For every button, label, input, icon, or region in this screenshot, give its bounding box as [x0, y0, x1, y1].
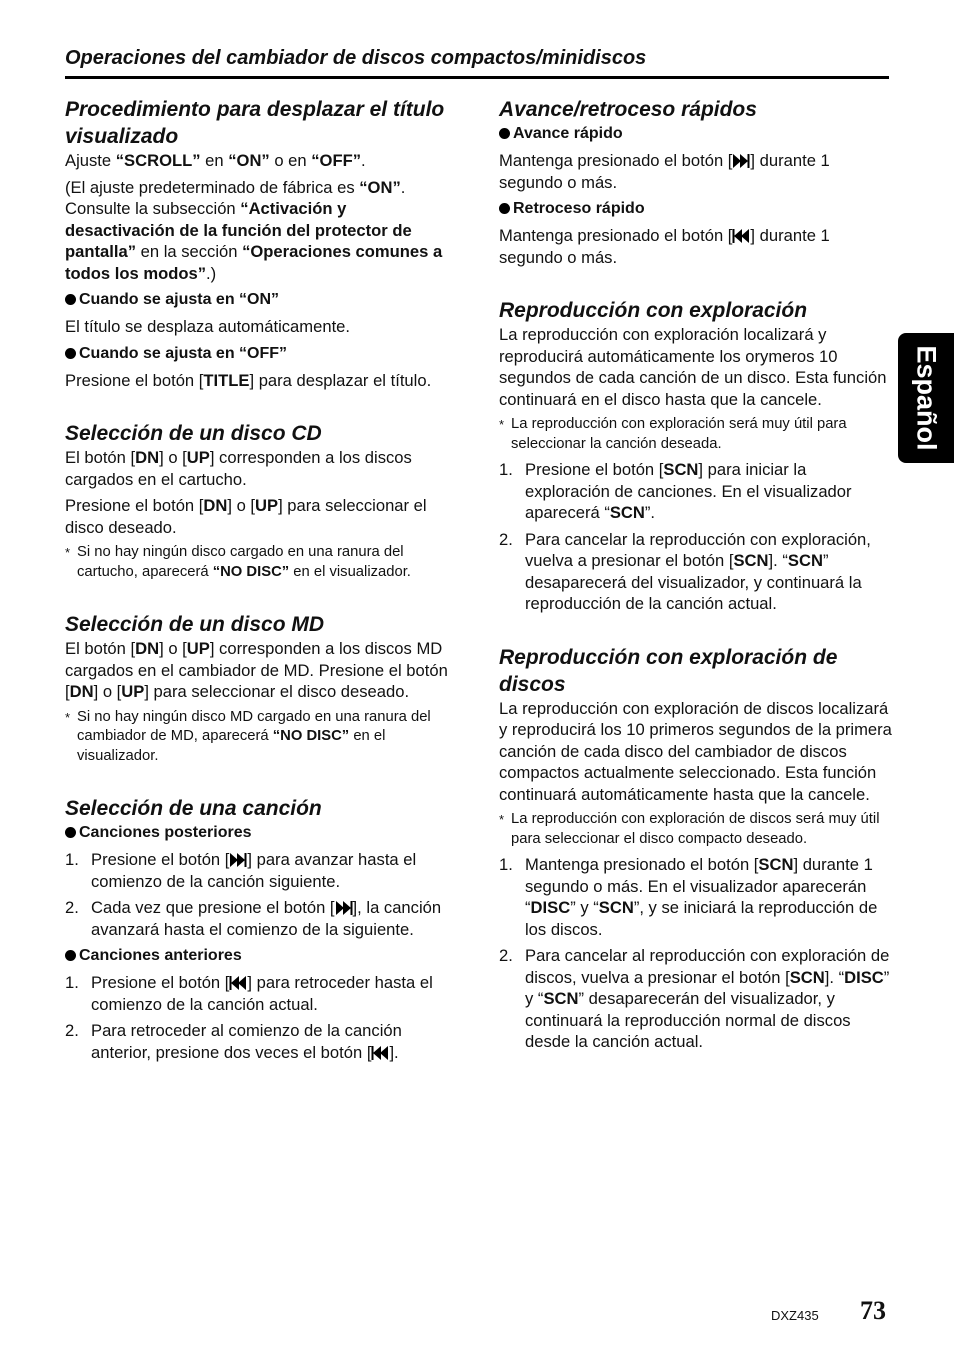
bullet-icon	[65, 294, 76, 305]
note: * La reproducción con exploración de discos será muy útil para seleccionar el disco compacto deseado.	[499, 811, 880, 847]
list-item: 1. Presione el botón [ ] para avanzar hasta el comienzo de la canción siguiente.	[65, 850, 417, 891]
section-title: Selección de un disco MD	[65, 613, 325, 636]
page-header: Operaciones del cambiador de discos compactos/minidiscos	[65, 47, 647, 69]
bullet-icon	[65, 827, 76, 838]
paragraph: (El ajuste predeterminado de fábrica es “ON”. Consulte la subsección “Activación y desactivación de la función del protector de pantalla” en la sección “Operaciones comunes a todos los modos”.)	[65, 177, 443, 283]
skip-forward-icon	[335, 900, 353, 916]
list-item: 1. Presione el botón [SCN] para iniciar la exploración de canciones. En el visualizador aparecerá “SCN”.	[499, 460, 852, 522]
skip-forward-icon	[732, 153, 750, 169]
list-item: 2. Para cancelar al reproducción con exploración de discos, vuelva a presionar el botón [SCN]. “DISC” y “SCN” desaparecerán del visualizador, y continuará la reproducción normal de discos desde la canción actual.	[499, 946, 890, 1051]
subheading: Canciones posteriores	[65, 822, 460, 844]
paragraph: El título se desplaza automáticamente.	[65, 317, 351, 336]
bullet-icon	[65, 950, 76, 961]
numbered-list	[65, 972, 460, 1063]
section-title: Reproducción con exploración de discos	[499, 645, 838, 696]
paragraph: Presione el botón [TITLE] para desplazar el título.	[65, 370, 432, 390]
list-item: 2. Para cancelar la reproducción con exploración, vuelva a presionar el botón [SCN]. “SCN” desaparecerá del visualizador, y continuará la reproducción de la canción actual.	[499, 529, 871, 613]
model-number: DXZ435	[771, 1308, 819, 1323]
paragraph: El botón [DN] o [UP] corresponden a los discos MD cargados en el cambiador de MD. Presione el botón [DN] o [UP] para seleccionar el disco deseado.	[65, 639, 448, 701]
subheading: Cuando se ajusta en “OFF”	[65, 343, 460, 365]
subheading: Cuando se ajusta en “ON”	[65, 289, 460, 311]
numbered-list	[65, 849, 460, 940]
note: * Si no hay ningún disco MD cargado en una ranura del cambiador de MD, aparecerá “NO DISC” en el visualizador.	[65, 708, 431, 764]
paragraph: La reproducción con exploración localizará y reproducirá automáticamente los orymeros 10 segundos de cada canción de un disco. Esta función continuará en el disco hasta que la cancele.	[499, 325, 887, 409]
page-number: 73	[860, 1296, 886, 1325]
skip-back-icon	[732, 228, 750, 244]
list-item: 1. Presione el botón [ ] para retroceder hasta el comienzo de la canción actual.	[65, 973, 433, 1014]
paragraph: La reproducción con exploración de discos localizará y reproducirá los 10 primeros segundos de la primera canción de cada disco del cambiador de discos compactos actualmente seleccionado. Esta función continuará automáticamente hasta que la cancele.	[499, 698, 892, 804]
paragraph: Presione el botón [DN] o [UP] para seleccionar el disco deseado.	[65, 496, 427, 537]
section-title: Avance/retroceso rápidos	[499, 98, 757, 121]
right-column	[499, 96, 894, 1058]
section-title: Selección de un disco CD	[65, 422, 322, 445]
subheading: Avance rápido	[499, 123, 894, 145]
bullet-icon	[499, 203, 510, 214]
subheading: Retroceso rápido	[499, 198, 894, 220]
skip-back-icon	[371, 1045, 389, 1061]
paragraph: El botón [DN] o [UP] corresponden a los discos cargados en el cartucho.	[65, 448, 412, 489]
section-title: Reproducción con exploración	[499, 299, 808, 322]
skip-forward-icon	[229, 852, 247, 868]
numbered-list	[499, 459, 894, 615]
language-tab-label: Español	[911, 345, 942, 451]
language-tab	[898, 333, 954, 463]
bullet-icon	[499, 128, 510, 139]
numbered-list	[499, 854, 894, 1053]
list-item: 2. Para retroceder al comienzo de la canción anterior, presione dos veces el botón [ ].	[65, 1021, 402, 1062]
note: * Si no hay ningún disco cargado en una ranura del cartucho, aparecerá “NO DISC” en el visualizador.	[65, 544, 411, 580]
skip-back-icon	[229, 975, 247, 991]
paragraph: Mantenga presionado el botón [ ] durante 1 segundo o más.	[499, 226, 830, 267]
header-rule	[65, 76, 889, 79]
bullet-icon	[65, 348, 76, 359]
subheading: Canciones anteriores	[65, 945, 460, 967]
note: * La reproducción con exploración será muy útil para seleccionar la canción deseada.	[499, 416, 847, 452]
section-title: Procedimiento para desplazar el título visualizado	[65, 98, 445, 148]
paragraph: Ajuste “SCROLL” en “ON” o en “OFF”.	[65, 151, 366, 170]
paragraph: Mantenga presionado el botón [ ] durante 1 segundo o más.	[499, 151, 830, 192]
left-column	[65, 96, 460, 1068]
list-item: 2. Cada vez que presione el botón [ ], la canción avanzará hasta el comienzo de la siguiente.	[65, 898, 442, 939]
section-title: Selección de una canción	[65, 797, 322, 820]
list-item: 1. Mantenga presionado el botón [SCN] durante 1 segundo o más. En el visualizador aparecerán “DISC” y “SCN”, y se iniciará la reproducción de los discos.	[499, 855, 878, 939]
